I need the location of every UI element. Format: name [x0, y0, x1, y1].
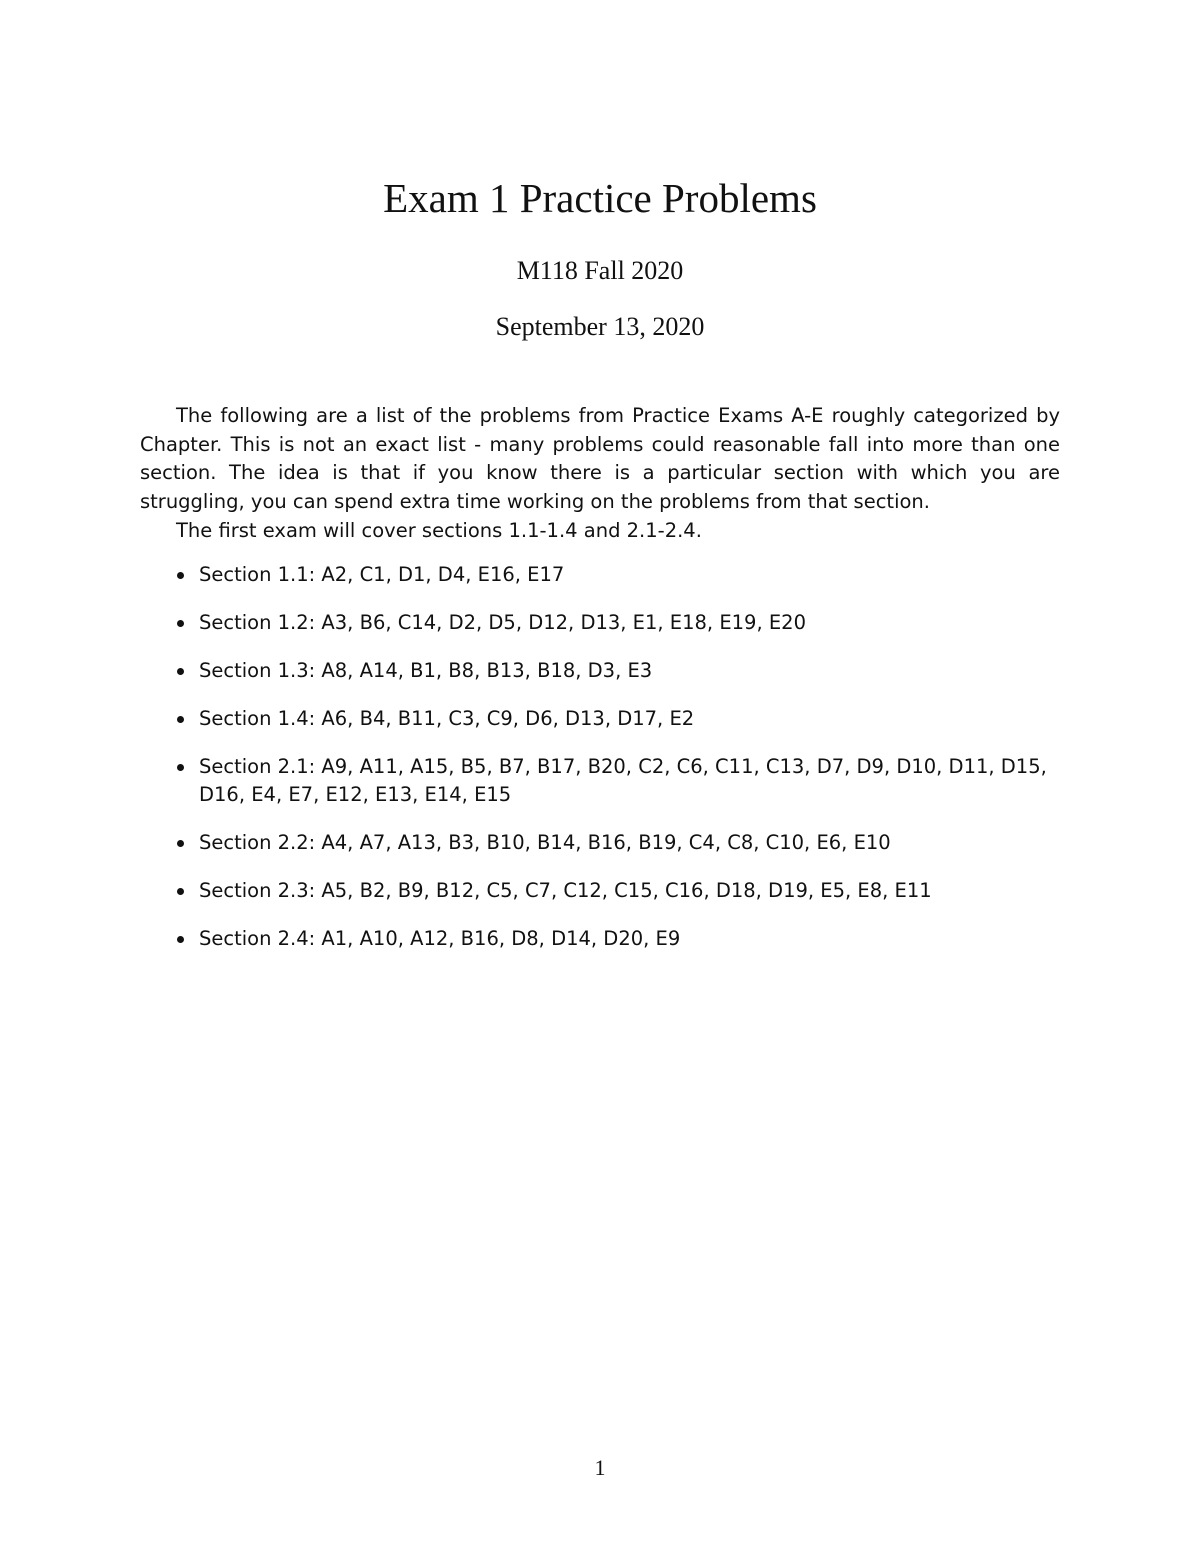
- bullet-icon: [177, 716, 184, 723]
- section-text: Section 2.4: A1, A10, A12, B16, D8, D14, D20, E9: [199, 927, 681, 950]
- bullet-icon: [177, 620, 184, 627]
- list-item: [140, 657, 1060, 685]
- section-list: [140, 561, 1060, 973]
- bullet-icon: [177, 888, 184, 895]
- section-text: Section 2.1: A9, A11, A15, B5, B7, B17, B20, C2, C6, C11, C13, D7, D9, D10, D11, D15, D16, E4, E7, E12, E13, E14, E15: [199, 755, 1047, 806]
- section-text: Section 2.3: A5, B2, B9, B12, C5, C7, C12, C15, C16, D18, D19, E5, E8, E11: [199, 879, 932, 902]
- document-date: September 13, 2020: [495, 312, 705, 341]
- list-item: [140, 925, 1060, 953]
- bullet-icon: [177, 840, 184, 847]
- page-title: Exam 1 Practice Problems: [383, 175, 817, 221]
- coverage-paragraph: The first exam will cover sections 1.1-1.4 and 2.1-2.4.: [176, 519, 702, 542]
- list-item: [140, 877, 1060, 905]
- section-text: Section 2.2: A4, A7, A13, B3, B10, B14, B16, B19, C4, C8, C10, E6, E10: [199, 831, 891, 854]
- bullet-icon: [177, 936, 184, 943]
- list-item: [140, 753, 1060, 809]
- bullet-icon: [177, 764, 184, 771]
- bullet-icon: [177, 668, 184, 675]
- page-number: 1: [594, 1455, 606, 1480]
- course-subtitle: M118 Fall 2020: [516, 256, 684, 285]
- section-text: Section 1.3: A8, A14, B1, B8, B13, B18, D3, E3: [199, 659, 653, 682]
- section-text: Section 1.1: A2, C1, D1, D4, E16, E17: [199, 563, 565, 586]
- section-text: Section 1.4: A6, B4, B11, C3, C9, D6, D13, D17, E2: [199, 707, 695, 730]
- intro-paragraph: The following are a list of the problems from Practice Exams A-E roughly categorized by Chapter. This is not an exact list - many problems could reasonable fall into more than one section. The idea is that if you know there is a particular section with which you are struggling, you can spend extra time working on the problems from that section.: [140, 404, 1060, 513]
- list-item: [140, 705, 1060, 733]
- list-item: [140, 829, 1060, 857]
- section-text: Section 1.2: A3, B6, C14, D2, D5, D12, D13, E1, E18, E19, E20: [199, 611, 806, 634]
- bullet-icon: [177, 572, 184, 579]
- list-item: [140, 561, 1060, 589]
- list-item: [140, 609, 1060, 637]
